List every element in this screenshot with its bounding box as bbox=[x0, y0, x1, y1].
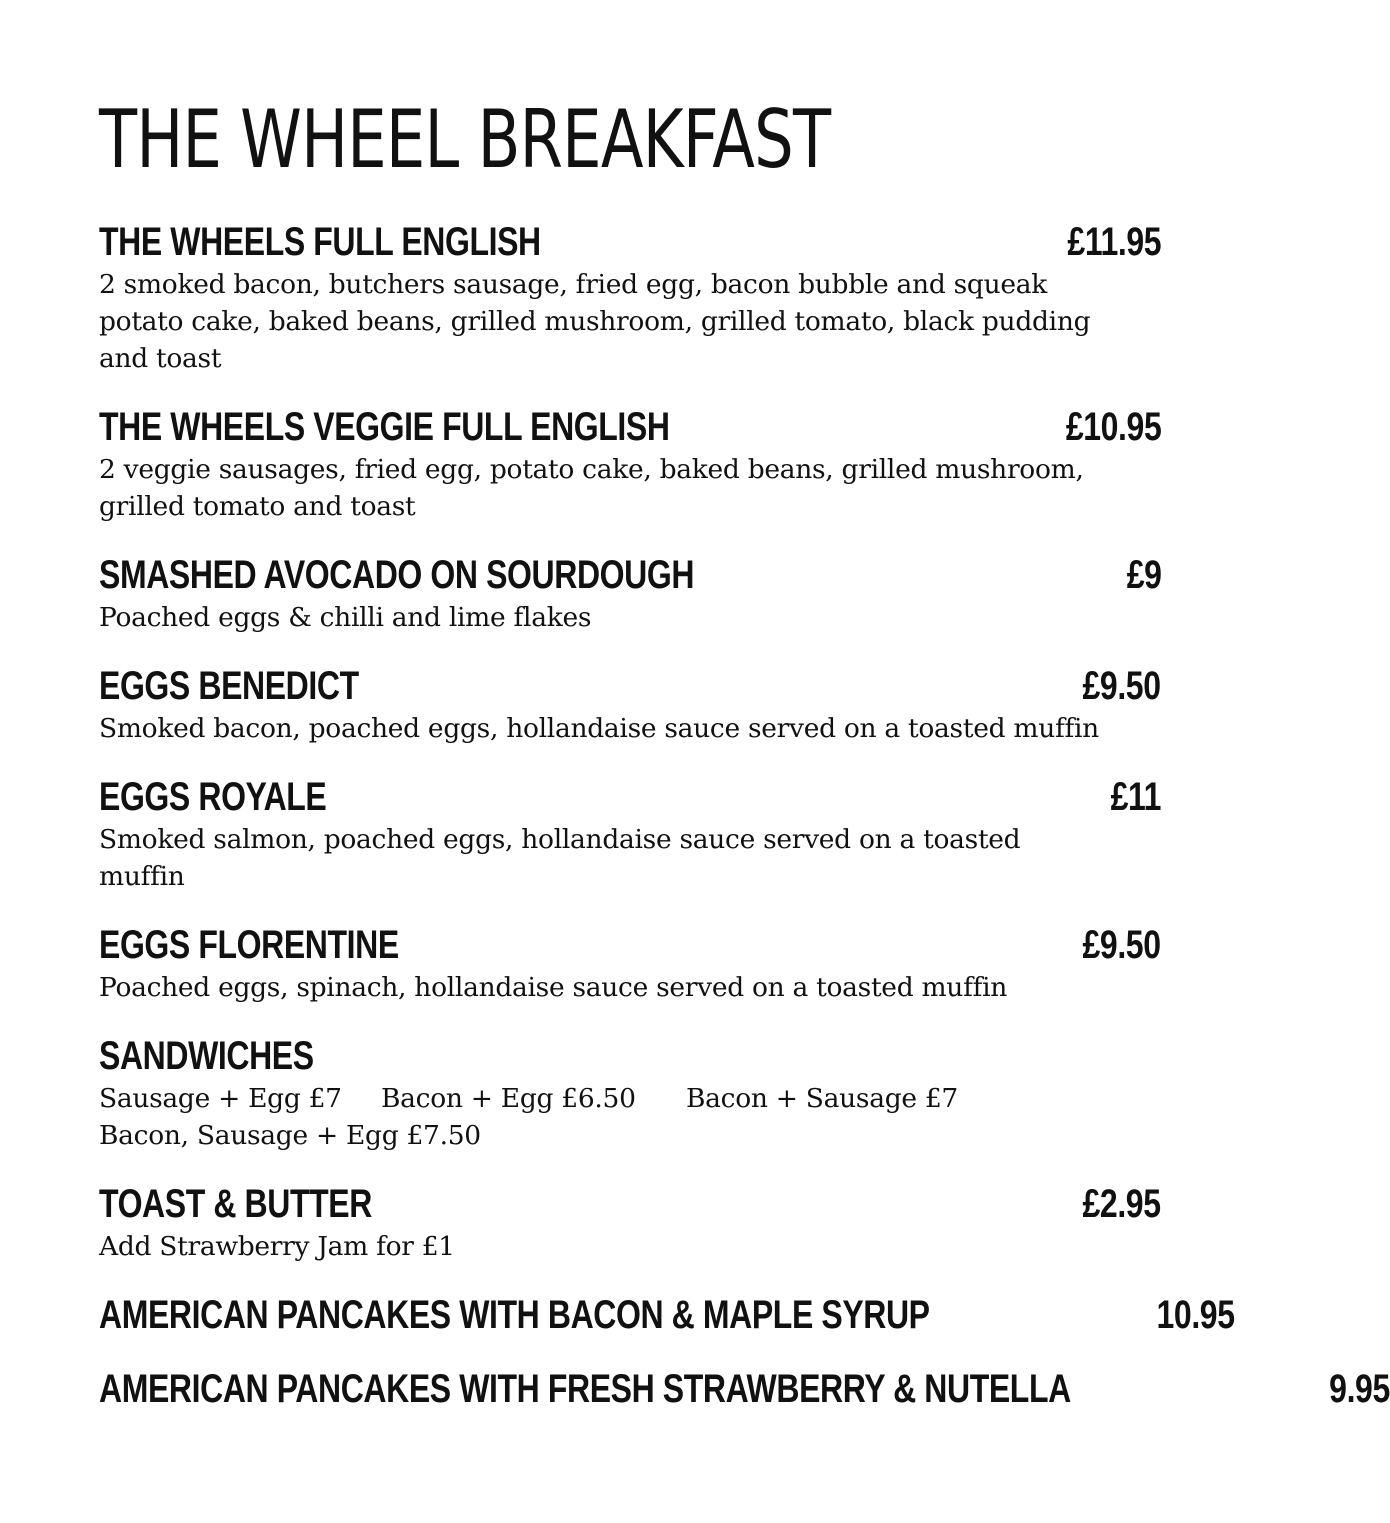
menu-item-pancakes-strawberry bbox=[99, 1365, 1390, 1413]
item-name: AMERICAN PANCAKES WITH BACON & MAPLE SYRUP bbox=[99, 1293, 930, 1337]
item-price: £9.50 bbox=[1082, 664, 1161, 708]
item-price: £9.50 bbox=[1082, 923, 1161, 967]
item-name: EGGS BENEDICT bbox=[99, 664, 359, 708]
item-price: 9.95 bbox=[1328, 1367, 1390, 1411]
menu-item-pancakes-bacon bbox=[99, 1291, 1235, 1339]
sandwich-options-row bbox=[99, 1117, 1161, 1154]
menu-item-veggie-full-english bbox=[99, 403, 1161, 525]
item-price: £11 bbox=[1110, 775, 1161, 819]
menu-title: THE WHEEL BREAKFAST bbox=[99, 93, 831, 186]
item-name: SANDWICHES bbox=[99, 1034, 314, 1078]
item-name: TOAST & BUTTER bbox=[99, 1182, 372, 1226]
item-description: 2 veggie sausages, fried egg, potato cake, baked beans, grilled mushroom, grilled tomato and toast bbox=[99, 454, 1084, 522]
menu-item-toast-butter bbox=[99, 1180, 1161, 1265]
item-description: Add Strawberry Jam for £1 bbox=[99, 1231, 455, 1262]
sandwich-option: Bacon + Egg £6.50 bbox=[381, 1083, 636, 1114]
breakfast-menu bbox=[99, 92, 1390, 1413]
menu-item-eggs-royale bbox=[99, 773, 1161, 895]
item-price: £11.95 bbox=[1067, 220, 1161, 264]
sandwich-option: Bacon + Sausage £7 bbox=[686, 1083, 958, 1114]
item-description: 2 smoked bacon, butchers sausage, fried egg, bacon bubble and squeak potato cake, baked beans, grilled mushroom, grilled tomato, black pudding and toast bbox=[99, 269, 1091, 374]
item-description: Smoked salmon, poached eggs, hollandaise sauce served on a toasted muffin bbox=[99, 824, 1021, 892]
item-description: Poached eggs, spinach, hollandaise sauce served on a toasted muffin bbox=[99, 972, 1008, 1003]
sandwich-option: Sausage + Egg £7 bbox=[99, 1083, 342, 1114]
item-name: EGGS FLORENTINE bbox=[99, 923, 399, 967]
item-name: SMASHED AVOCADO ON SOURDOUGH bbox=[99, 553, 695, 597]
menu-item-eggs-florentine bbox=[99, 921, 1161, 1006]
menu-item-smashed-avocado bbox=[99, 551, 1161, 636]
menu-item-full-english bbox=[99, 218, 1161, 377]
sandwich-options-row bbox=[99, 1080, 1161, 1117]
item-price: 10.95 bbox=[1156, 1293, 1235, 1337]
item-price: £2.95 bbox=[1082, 1182, 1161, 1226]
item-name: THE WHEELS VEGGIE FULL ENGLISH bbox=[99, 405, 670, 449]
sandwich-option: Bacon, Sausage + Egg £7.50 bbox=[99, 1120, 481, 1151]
menu-item-sandwiches bbox=[99, 1032, 1161, 1154]
item-price: £10.95 bbox=[1065, 405, 1161, 449]
menu-item-eggs-benedict bbox=[99, 662, 1161, 747]
item-name: EGGS ROYALE bbox=[99, 775, 327, 819]
item-name: AMERICAN PANCAKES WITH FRESH STRAWBERRY & NUTELLA bbox=[99, 1367, 1071, 1411]
item-description: Smoked bacon, poached eggs, hollandaise sauce served on a toasted muffin bbox=[99, 713, 1099, 744]
item-name: THE WHEELS FULL ENGLISH bbox=[99, 220, 541, 264]
item-price: £9 bbox=[1126, 553, 1161, 597]
item-description: Poached eggs & chilli and lime flakes bbox=[99, 602, 592, 633]
